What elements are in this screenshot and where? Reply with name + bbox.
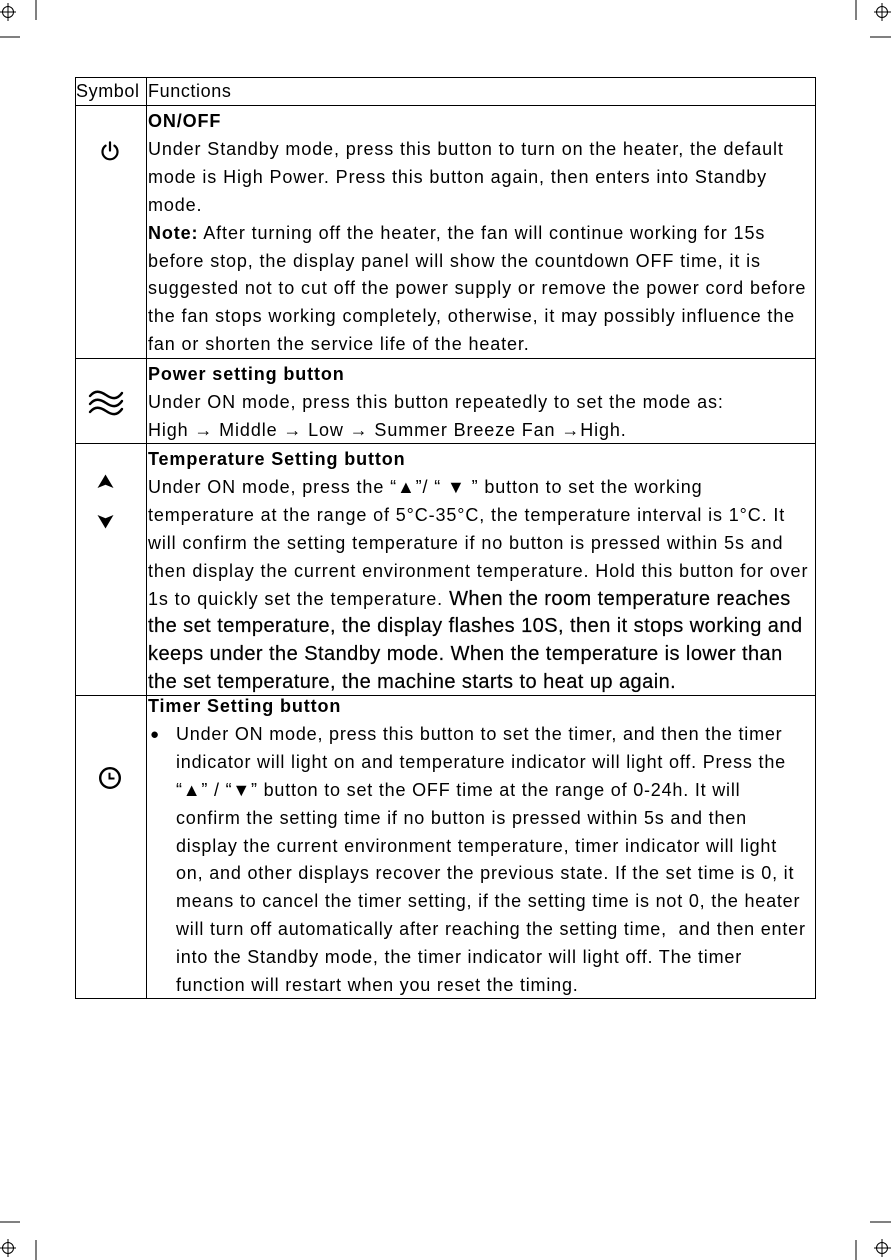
function-cell [147, 444, 815, 695]
crop-mark-bottom-left [0, 1222, 36, 1260]
row-title: ON/OFF [148, 111, 222, 131]
text-line: Under Standby mode, press this button to turn on the heater, the default [148, 138, 784, 159]
emphasis-line: keeps under the Standby mode. When the temperature is lower than [148, 643, 783, 666]
emphasis-line: the set temperature, the display flashes 10S, then it stops working and [148, 615, 803, 638]
up-arrow-icon [97, 474, 114, 489]
function-cell-content [148, 693, 815, 1000]
table-row-on-off [76, 106, 815, 359]
function-cell [147, 106, 815, 358]
symbol-column-header [76, 78, 147, 105]
table-row-temperature-setting [76, 444, 815, 696]
text-line: mode. [148, 194, 203, 215]
mode-sequence-line: High → Middle → Low → Summer Breeze Fan →High. [148, 419, 627, 440]
symbol-cell [76, 359, 147, 443]
text-line: temperature at the range of 5°C-35°C, the temperature interval is 1°C. It [148, 504, 786, 525]
text-line: then display the current environment temperature. Hold this button for over [148, 560, 809, 581]
bullet-glyph: ● [150, 725, 160, 743]
symbol-cell [76, 696, 147, 998]
functions-table [75, 77, 816, 999]
row-title: Power setting button [148, 364, 345, 384]
text-line: will turn off automatically after reaching the setting time, and then enter [176, 919, 806, 940]
functions-column-header [147, 78, 815, 105]
symbol-cell [76, 444, 147, 695]
down-arrow-icon [97, 514, 114, 529]
clock-icon [98, 766, 122, 790]
text-line: fan or shorten the service life of the heater. [148, 334, 530, 355]
text-line: Under ON mode, press this button to set the timer, and then the timer [176, 723, 783, 744]
text-line: mode is High Power. Press this button again, then enters into Standby [148, 166, 768, 187]
table-header-row [76, 78, 815, 106]
table-row-power-setting [76, 359, 815, 444]
bullet-text [176, 721, 806, 1000]
text-line: confirm the setting time if no button is pressed within 5s and then [176, 807, 747, 828]
note-text: After turning off the heater, the fan will continue working for 15s [198, 222, 766, 243]
row-title: Timer Setting button [148, 696, 342, 716]
note-line [148, 220, 815, 248]
row-title: Temperature Setting button [148, 449, 406, 469]
text-line: suggested not to cut off the power supply or remove the power cord before [148, 278, 807, 299]
text-segment: 1s to quickly set the temperature. [148, 588, 444, 609]
function-cell [147, 696, 815, 998]
text-line: “▲” / “▼” button to set the OFF time at the range of 0-24h. It will [176, 779, 741, 800]
text-line: indicator will light on and temperature indicator will light off. Press the [176, 751, 786, 772]
text-line: means to cancel the timer setting, if the setting time is not 0, the heater [176, 891, 801, 912]
text-line: before stop, the display panel will show the countdown OFF time, it is [148, 250, 761, 271]
text-line: into the Standby mode, the timer indicator will light off. The timer [176, 947, 742, 968]
waves-icon [88, 390, 124, 416]
emphasis-line: the set temperature, the machine starts to heat up again. [148, 671, 677, 694]
crop-mark-bottom-right [856, 1222, 891, 1260]
symbol-header-label: Symbol [76, 81, 140, 101]
note-label: Note: [148, 222, 199, 243]
crop-mark-top-right [856, 0, 891, 37]
power-icon [99, 140, 121, 162]
emphasis-segment: When the room temperature reaches [443, 587, 791, 610]
text-line: will confirm the setting temperature if no button is pressed within 5s and [148, 532, 784, 553]
text-line: Under ON mode, press this button repeatedly to set the mode as: [148, 391, 724, 412]
mixed-line [148, 586, 815, 614]
functions-header-label: Functions [148, 81, 232, 101]
text-line: display the current environment temperature, timer indicator will light [176, 835, 778, 856]
text-line: the fan stops working completely, otherwise, it may possibly influence the [148, 306, 796, 327]
symbol-cell [76, 106, 147, 358]
text-line: on, and other displays recover the previous state. If the set time is 0, it [176, 863, 795, 884]
text-line: function will restart when you reset the timing. [176, 975, 579, 996]
text-line: Under ON mode, press the “▲”/ “ ▼ ” button to set the working [148, 476, 703, 497]
crop-mark-top-left [0, 0, 36, 37]
table-row-timer-setting [76, 696, 815, 998]
bullet-item [148, 721, 815, 1000]
function-cell [147, 359, 815, 443]
